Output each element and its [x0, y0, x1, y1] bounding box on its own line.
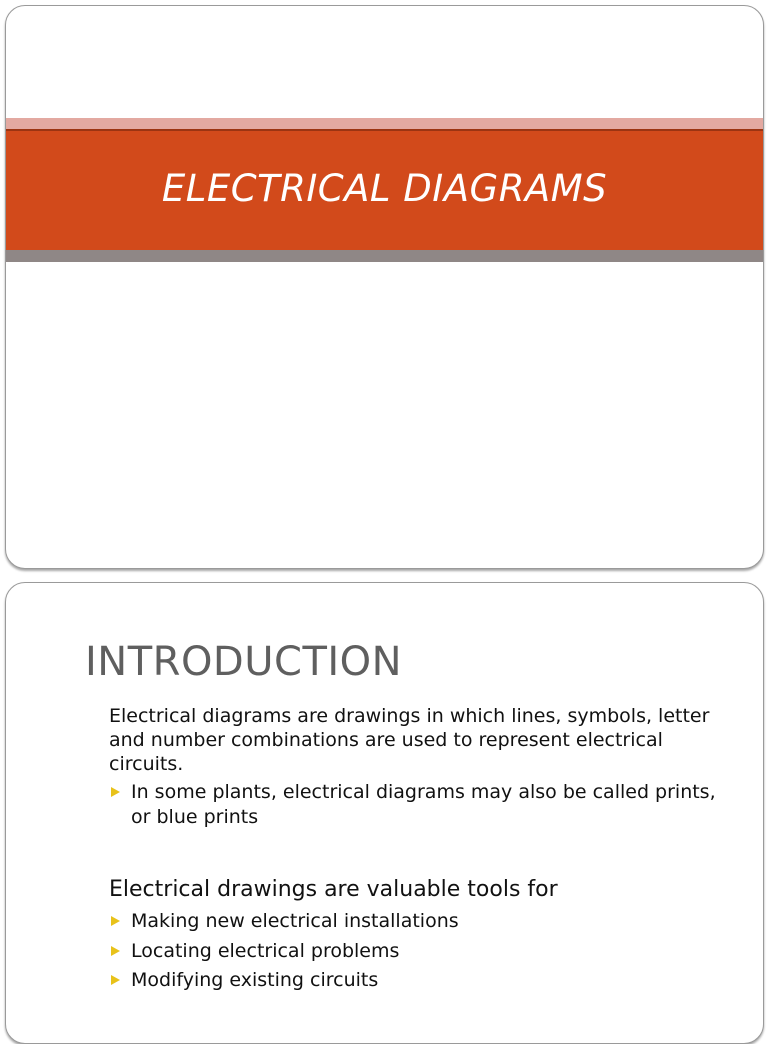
- arrow-bullet-icon: [111, 787, 120, 797]
- slide-heading: INTRODUCTION: [85, 639, 403, 685]
- tools-subheading: Electrical drawings are valuable tools for: [109, 877, 558, 902]
- title-band: [6, 129, 763, 250]
- bullet-item: [111, 939, 711, 964]
- arrow-bullet-icon: [111, 916, 120, 926]
- title-band-bottom-stripe: [6, 250, 763, 262]
- slide-title: ELECTRICAL DIAGRAMS: [161, 167, 608, 210]
- bullet-item: [111, 968, 711, 993]
- bullet-text: Making new electrical installations: [131, 910, 459, 932]
- bullet-item: [111, 909, 711, 934]
- arrow-bullet-icon: [111, 975, 120, 985]
- introduction-slide: [5, 582, 764, 1044]
- bullet-text: In some plants, electrical diagrams may also be called prints, or blue prints: [131, 781, 716, 828]
- bullet-text: Locating electrical problems: [131, 940, 400, 962]
- arrow-bullet-icon: [111, 946, 120, 956]
- intro-paragraph: Electrical diagrams are drawings in which lines, symbols, letter and number combinations are used to represent electrical circuits.: [109, 705, 710, 775]
- title-band-top-stripe: [6, 118, 763, 129]
- title-slide: [5, 5, 764, 569]
- bullet-text: Modifying existing circuits: [131, 969, 379, 991]
- bullet-item: [111, 780, 716, 830]
